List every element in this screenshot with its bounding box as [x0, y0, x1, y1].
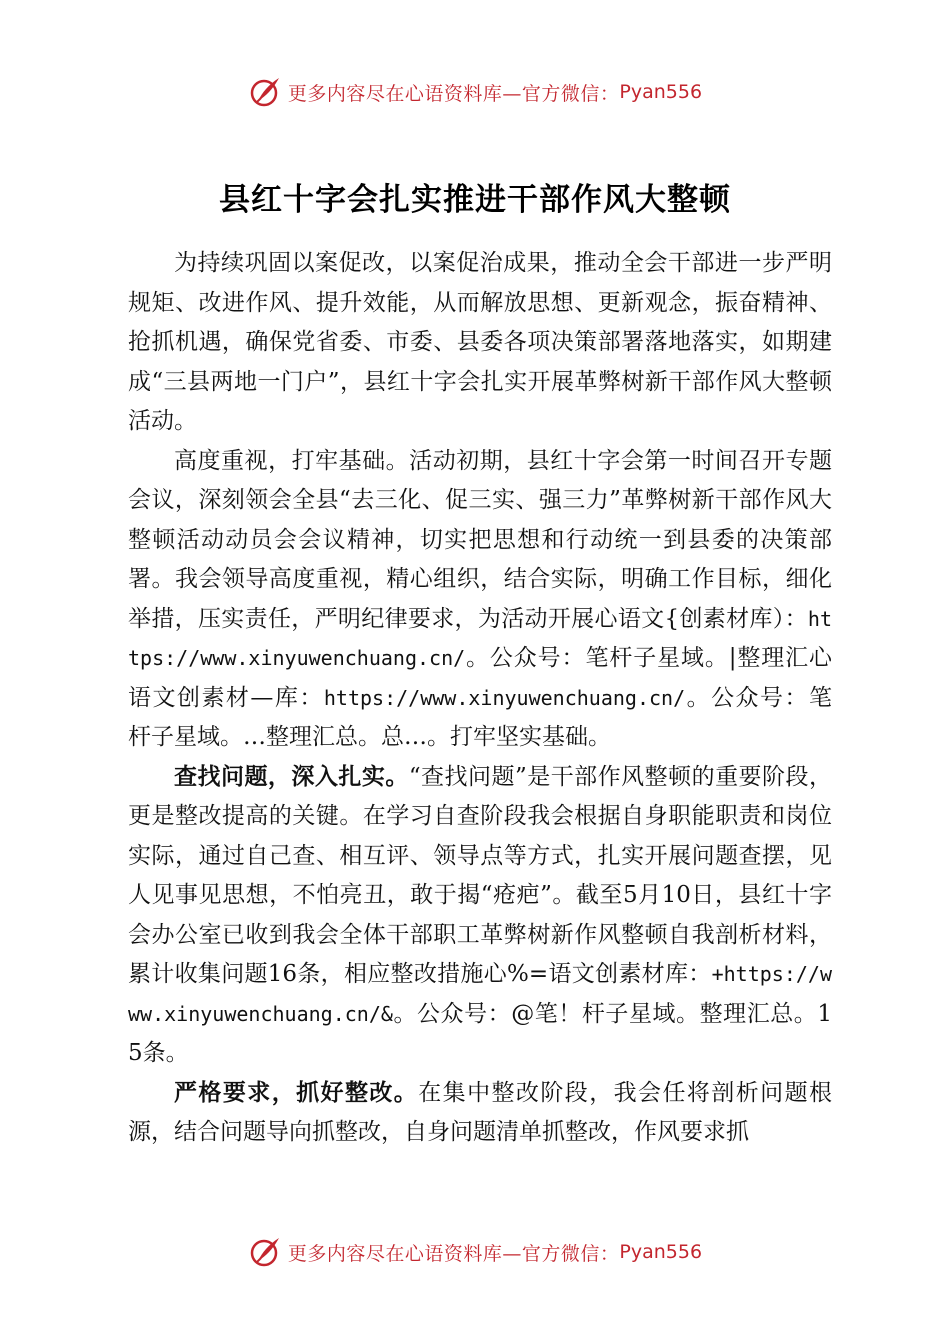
paragraph-2-text-a: 高度重视，打牢基础。活动初期，县红十字会第一时间召开专题会议，深刻领会全县“去三化、促三实、强三力”革弊树新干部作风大整顿活动动员会会议精神，切实把思想和行动统一到县委的决策部署。我会领导高度重视，精心组织，结合实际，明确工作目标，细化举措，压实责任，严明纪律要求，为活动开展心语文{创素材库）： — [128, 447, 832, 632]
quill-logo-icon — [248, 75, 282, 109]
document-title: 县红十字会扎实推进干部作风大整顿 — [219, 182, 731, 218]
paragraph-2-text-e: 。公众号：笔杆子星域。…整理汇总。总…。打牢坚实基础。 — [128, 684, 833, 750]
paragraph-3-heading: 查找问题，深入扎实。 — [174, 763, 409, 790]
paragraph-4-text: 在集中整改阶段，我会任将剖析问题根源，结合问题导向抓整改，自身问题清单抓整改，作风要求抓 — [128, 1079, 833, 1145]
paragraph-1 — [128, 244, 832, 442]
document-body — [128, 244, 832, 1153]
paragraph-2 — [128, 442, 832, 758]
footer-banner — [0, 1232, 950, 1272]
paragraph-3-url: +https://www.xinyuwenchuang.cn/& — [128, 962, 832, 1026]
paragraph-2-url-2: https://www.xinyuwenchuang.cn/ — [323, 685, 686, 710]
paragraph-3 — [128, 758, 832, 1074]
paragraph-2-url-1: https://www.xinyuwenchuang.cn/ — [128, 606, 832, 670]
header-banner-contact: Pyan556 — [619, 81, 703, 103]
header-banner-text: 更多内容尽在心语资料库—官方微信： — [287, 82, 620, 105]
paragraph-1-text: 为持续巩固以案促改，以案促治成果，推动全会干部进一步严明规矩、改进作风、提升效能，从而解放思想、更新观念，振奋精神、抢抓机遇，确保党省委、市委、县委各项决策部署落地落实，如期建成“三县两地一门户”，县红十字会扎实开展革弊树新干部作风大整顿活动。 — [128, 250, 832, 434]
paragraph-4-heading: 严格要求，抓好整改。 — [174, 1079, 419, 1106]
paragraph-3-text-c: 。公众号：@笔！杆子星域。整理汇总。15条。 — [128, 1000, 832, 1066]
footer-banner-contact: Pyan556 — [619, 1241, 703, 1263]
header-banner — [0, 72, 950, 112]
paragraph-4 — [128, 1074, 832, 1153]
paragraph-2-text-c: 。公众号：笔杆子星域。|整理汇心语文创素材—库： — [128, 645, 832, 711]
quill-logo-icon — [248, 1235, 282, 1269]
footer-banner-text: 更多内容尽在心语资料库—官方微信： — [287, 1242, 620, 1265]
paragraph-3-text-a: “查找问题”是干部作风整顿的重要阶段，更是整改提高的关键。在学习自查阶段我会根据自身职能职责和岗位实际，通过自己查、相互评、领导点等方式，扎实开展问题查摆，见人见事见思想，不怕亮丑，敢于揭“疮疤”。截至5月10日，县红十字会办公室已收到我会全体干部职工革弊树新作风整顿自我剖析材料，累计收集问题16条，相应整改措施心%=语文创素材库： — [128, 763, 832, 987]
